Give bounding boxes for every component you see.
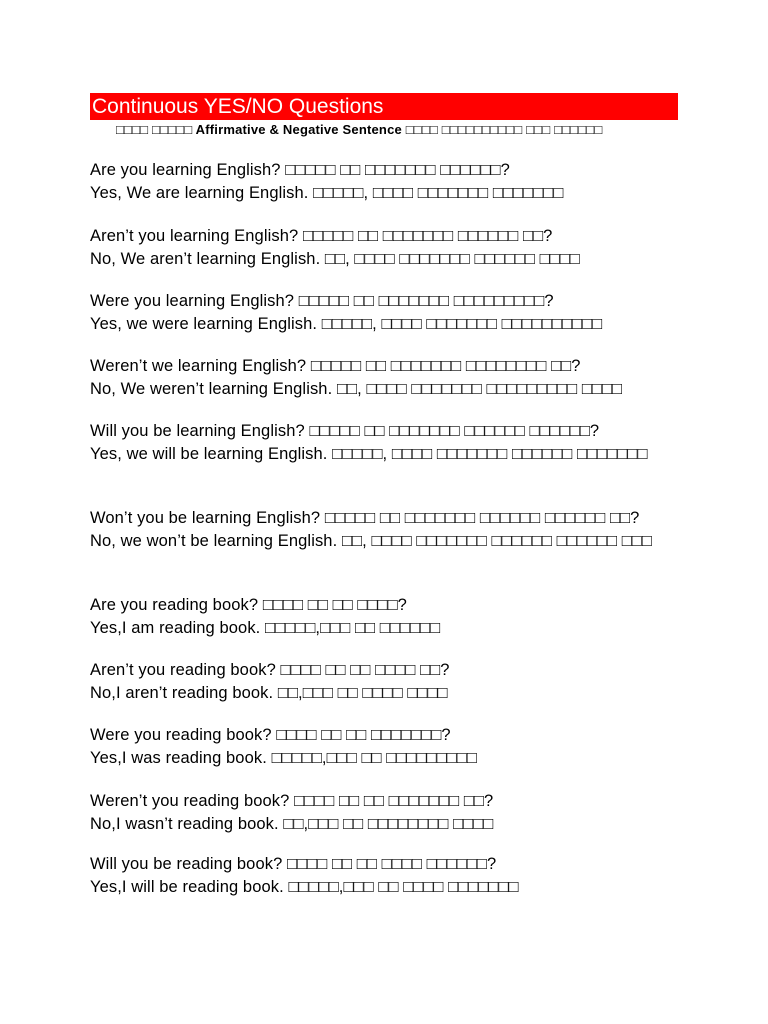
page-title: Continuous YES/NO Questions — [92, 95, 384, 118]
answer-line: Yes,I will be reading book. □□□□□,□□□ □□ □□□□ □□□□□□□ — [90, 877, 519, 896]
sentence-pair — [90, 790, 690, 835]
sentence-pair — [90, 420, 690, 465]
question-line: Were you reading book? □□□□ □□ □□ □□□□□□□? — [90, 726, 451, 744]
sentence-pair — [90, 225, 690, 270]
answer-line: No, We weren’t learning English. □□, □□□□ □□□□□□□ □□□□□□□□□ □□□□ — [90, 379, 623, 398]
answer-line: Yes, We are learning English. □□□□□, □□□□ □□□□□□□ □□□□□□□ — [90, 183, 564, 202]
sentence-pair — [90, 159, 690, 204]
question-line: Will you be learning English? □□□□□ □□ □□□□□□□ □□□□□□ □□□□□□? — [90, 422, 600, 440]
subtitle: □□□□ □□□□□ Affirmative & Negative Sentence □□□□ □□□□□□□□□□ □□□ □□□□□□ — [116, 122, 603, 137]
question-line: Are you learning English? □□□□□ □□ □□□□□□□ □□□□□□? — [90, 161, 510, 179]
answer-line: No, We aren’t learning English. □□, □□□□ □□□□□□□ □□□□□□ □□□□ — [90, 249, 580, 268]
answer-line: Yes, we will be learning English. □□□□□, □□□□ □□□□□□□ □□□□□□ □□□□□□□ — [90, 444, 648, 463]
sentence-pair — [90, 507, 690, 552]
answer-line: Yes, we were learning English. □□□□□, □□□□ □□□□□□□ □□□□□□□□□□ — [90, 314, 603, 333]
sentence-pair — [90, 853, 690, 898]
answer-line: No, we won’t be learning English. □□, □□□□ □□□□□□□ □□□□□□ □□□□□□ □□□ — [90, 531, 652, 550]
question-line: Weren’t you reading book? □□□□ □□ □□ □□□□□□□ □□? — [90, 792, 494, 810]
question-line: Won’t you be learning English? □□□□□ □□ □□□□□□□ □□□□□□ □□□□□□ □□? — [90, 509, 640, 527]
answer-line: No,I aren’t reading book. □□,□□□ □□ □□□□ □□□□ — [90, 683, 448, 702]
answer-line: No,I wasn’t reading book. □□,□□□ □□ □□□□□□□□ □□□□ — [90, 814, 494, 833]
question-line: Aren’t you learning English? □□□□□ □□ □□□□□□□ □□□□□□ □□? — [90, 227, 553, 245]
sentence-pair — [90, 724, 690, 769]
question-line: Will you be reading book? □□□□ □□ □□ □□□□ □□□□□□? — [90, 855, 497, 873]
answer-line: Yes,I am reading book. □□□□□,□□□ □□ □□□□□□ — [90, 618, 441, 637]
question-line: Aren’t you reading book? □□□□ □□ □□ □□□□ □□? — [90, 661, 450, 679]
sentence-pair — [90, 594, 690, 639]
question-line: Are you reading book? □□□□ □□ □□ □□□□? — [90, 596, 407, 614]
question-line: Were you learning English? □□□□□ □□ □□□□□□□ □□□□□□□□□? — [90, 292, 554, 310]
sentence-pair — [90, 355, 690, 400]
answer-line: Yes,I was reading book. □□□□□,□□□ □□ □□□□□□□□□ — [90, 748, 477, 767]
sentence-pair — [90, 659, 690, 704]
question-line: Weren’t we learning English? □□□□□ □□ □□□□□□□ □□□□□□□□ □□? — [90, 357, 581, 375]
sentence-pair — [90, 290, 690, 335]
